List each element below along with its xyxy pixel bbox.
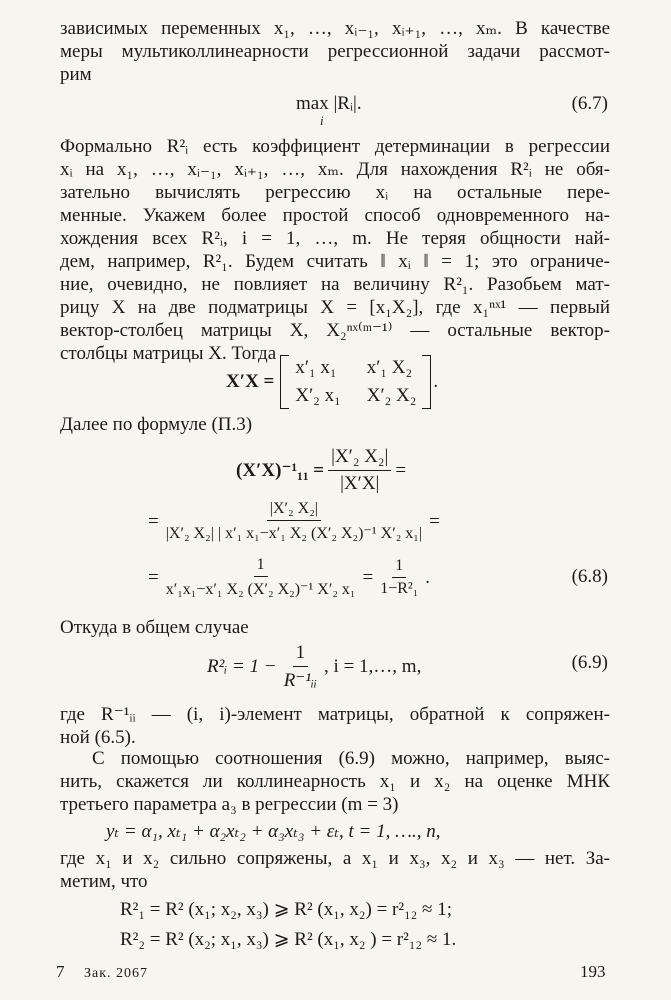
signature-mark: 7	[56, 962, 65, 981]
fraction: $\frac{1}{\text{x′₁x₁−x′₁ X₂ (X′₂ X₂)⁻¹ X′₂ x₁}}$	[165, 556, 356, 598]
text-line: столбцы матрицы X. Тогда	[60, 343, 277, 364]
text-line: Формально R²ᵢ есть коэффициент детерминации в регрессии	[60, 136, 610, 157]
text-line: рицу X на две подматрицы X = [x₁X₂], где x₁ⁿˣ¹ — первый	[60, 297, 610, 318]
equation-6-8: = $\frac{1}{\text{x′₁x₁−x′₁ X₂ (X′₂ X₂)⁻¹ X′₂ x₁}}$ = $\frac{1}{\text{1−R²₁}}$ .	[148, 556, 431, 598]
fraction: $\frac{\text{|X′₂ X₂|}}{|X'X|}$	[328, 446, 391, 495]
text-line: xᵢ на x₁, …, xᵢ₋₁, xᵢ₊₁, …, xₘ. Для нахождения R²ᵢ не обя-	[60, 159, 610, 180]
regression-equation: yₜ = α₁, xₜ₁ + α₂xₜ₂ + α₃xₜ₃ + εₜ, t = 1, …., n,	[106, 821, 441, 842]
inverse-formula-line-2: = $\frac{\text{|X′₂ X₂|}}{\text{|X′₂ X₂| | x′₁ x₁−x′₁ X₂ (X′₂ X₂)⁻¹ X′₂ x₁|}}$ =	[148, 500, 440, 542]
page-number: 193	[580, 962, 606, 981]
equation-number: (6.9)	[571, 652, 608, 673]
text-line: менные. Укажем более простой способ одновременного на-	[60, 205, 610, 226]
text-line: меры мультиколлинеарности регрессионной задачи рассмот-	[60, 41, 610, 62]
equation-number: (6.8)	[571, 566, 608, 587]
equation-6-9: R²ᵢ = 1 − $\frac{1}{\text{R⁻¹ᵢᵢ}}$ , i = 1,…, m,	[207, 642, 422, 691]
text-line: ной (6.5).	[60, 727, 136, 748]
matrix-cell: x′₁ X₂	[366, 357, 413, 378]
text-line: нить, скажется ли коллинеарность x₁ и x₂ на оценке МНК	[60, 771, 610, 792]
block-matrix	[280, 355, 431, 409]
equation-6-7-subscript: i	[320, 113, 324, 128]
text-line: где x₁ и x₂ сильно сопряжены, а x₁ и x₃, x₂ и x₃ — нет. За-	[60, 848, 610, 869]
text-line: где R⁻¹ᵢᵢ — (i, i)-элемент матрицы, обратной к сопряжен-	[60, 704, 610, 725]
text-line: третьего параметра a₃ в регрессии (m = 3)	[60, 794, 399, 815]
matrix-cell: X′₂ x₁	[295, 385, 341, 406]
fraction: $\frac{1}{\text{R⁻¹ᵢᵢ}}$	[283, 642, 318, 691]
text-line: С помощью соотношения (6.9) можно, например, выяс-	[92, 748, 610, 769]
text-line: Откуда в общем случае	[60, 617, 249, 638]
text-line: зависимых переменных x₁, …, xᵢ₋₁, xᵢ₊₁, …, xₘ. В качестве	[60, 18, 610, 39]
equation-number: (6.7)	[571, 93, 608, 114]
text-line: метим, что	[60, 871, 148, 892]
text-line: рим	[60, 64, 92, 85]
text-line: ние, очевидно, не повлияет на величину R²₁. Разобьем мат-	[60, 274, 610, 295]
text-line: дем, например, R²₁. Будем считать ‖ xᵢ ‖ = 1; это ограниче-	[60, 251, 610, 272]
r-squared-equation-2: R²₂ = R² (x₂; x₁, x₃) ⩾ R² (x₁, x₂ ) = r²₁₂ ≈ 1.	[120, 929, 457, 950]
text-line: вектор-столбец матрицы X, X₂ⁿˣ⁽ᵐ⁻¹⁾ — остальные вектор-	[60, 320, 610, 341]
text-line: хождения всех R²ᵢ, i = 1, …, m. Не теряя общности най-	[60, 228, 610, 249]
matrix-cell: X′₂ X₂	[366, 385, 417, 406]
fraction: $\frac{\text{|X′₂ X₂|}}{\text{|X′₂ X₂| | x′₁ x₁−x′₁ X₂ (X′₂ X₂)⁻¹ X′₂ x₁|}}$	[165, 500, 423, 542]
text-line: зательно вычислять регрессию xᵢ на остальные пере-	[60, 182, 610, 203]
print-order-number: Зак. 2067	[84, 966, 149, 981]
text-line: Далее по формуле (П.3)	[60, 414, 253, 435]
fraction: $\frac{1}{\text{1−R²₁}}$	[380, 557, 419, 597]
matrix-cell: x′₁ x₁	[295, 357, 337, 378]
equation-6-7: max |Rᵢ|.	[296, 93, 362, 114]
inverse-formula-line-1: (X′X)⁻¹₁₁ = $\frac{\text{|X′₂ X₂|}}{|X'X|}$ =	[236, 446, 407, 494]
r-squared-equation-1: R²₁ = R² (x₁; x₂, x₃) ⩾ R² (x₁, x₂) = r²₁₂ ≈ 1;	[120, 899, 453, 920]
matrix-equation: X′X = x′₁ x₁ x′₁ X₂ X′₂ x₁ X′₂ X₂ .	[226, 355, 438, 409]
